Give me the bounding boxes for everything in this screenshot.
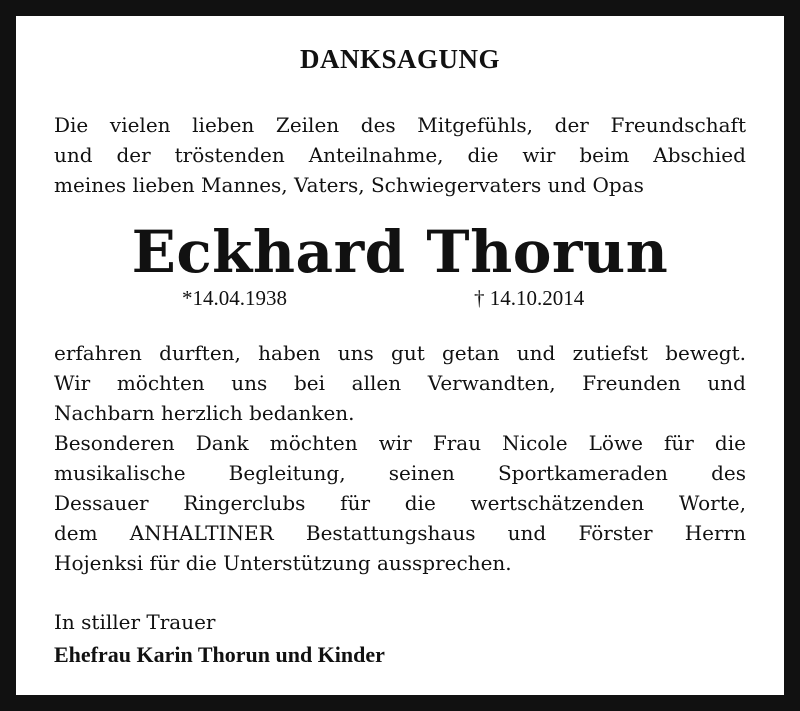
body-line: Hojenksi für die Unterstützung aussprechen. [54, 551, 512, 575]
intro-paragraph [54, 110, 746, 200]
intro-line: meines lieben Mannes, Vaters, Schwiegervaters und Opas [54, 173, 644, 197]
closing-line: In stiller Trauer [54, 610, 216, 634]
intro-line: Die vielen lieben Zeilen des Mitgefühls, der Freundschaft [54, 113, 746, 137]
thanks-paragraph [54, 338, 746, 578]
body-line: Besonderen Dank möchten wir Frau Nicole Löwe für die [54, 431, 746, 455]
body-line: Wir möchten uns bei allen Verwandten, Freunden und [54, 371, 746, 395]
body-line: Dessauer Ringerclubs für die wertschätzenden Worte, [54, 491, 746, 515]
notice-title: DANKSAGUNG [299, 44, 500, 74]
intro-line: und der tröstenden Anteilnahme, die wir beim Abschied [54, 143, 746, 167]
body-line: dem ANHALTINER Bestattungshaus und Förster Herrn [54, 521, 746, 545]
body-line: musikalische Begleitung, seinen Sportkameraden des [54, 461, 746, 485]
signature: Ehefrau Karin Thorun und Kinder [54, 642, 385, 667]
body-line: erfahren durften, haben uns gut getan und zutiefst bewegt. [54, 341, 746, 365]
birth-date: *14.04.1938 [182, 286, 287, 310]
body-line: Nachbarn herzlich bedanken. [54, 401, 355, 425]
deceased-name: Eckhard Thorun [131, 218, 669, 286]
death-date: † 14.10.2014 [474, 286, 585, 310]
